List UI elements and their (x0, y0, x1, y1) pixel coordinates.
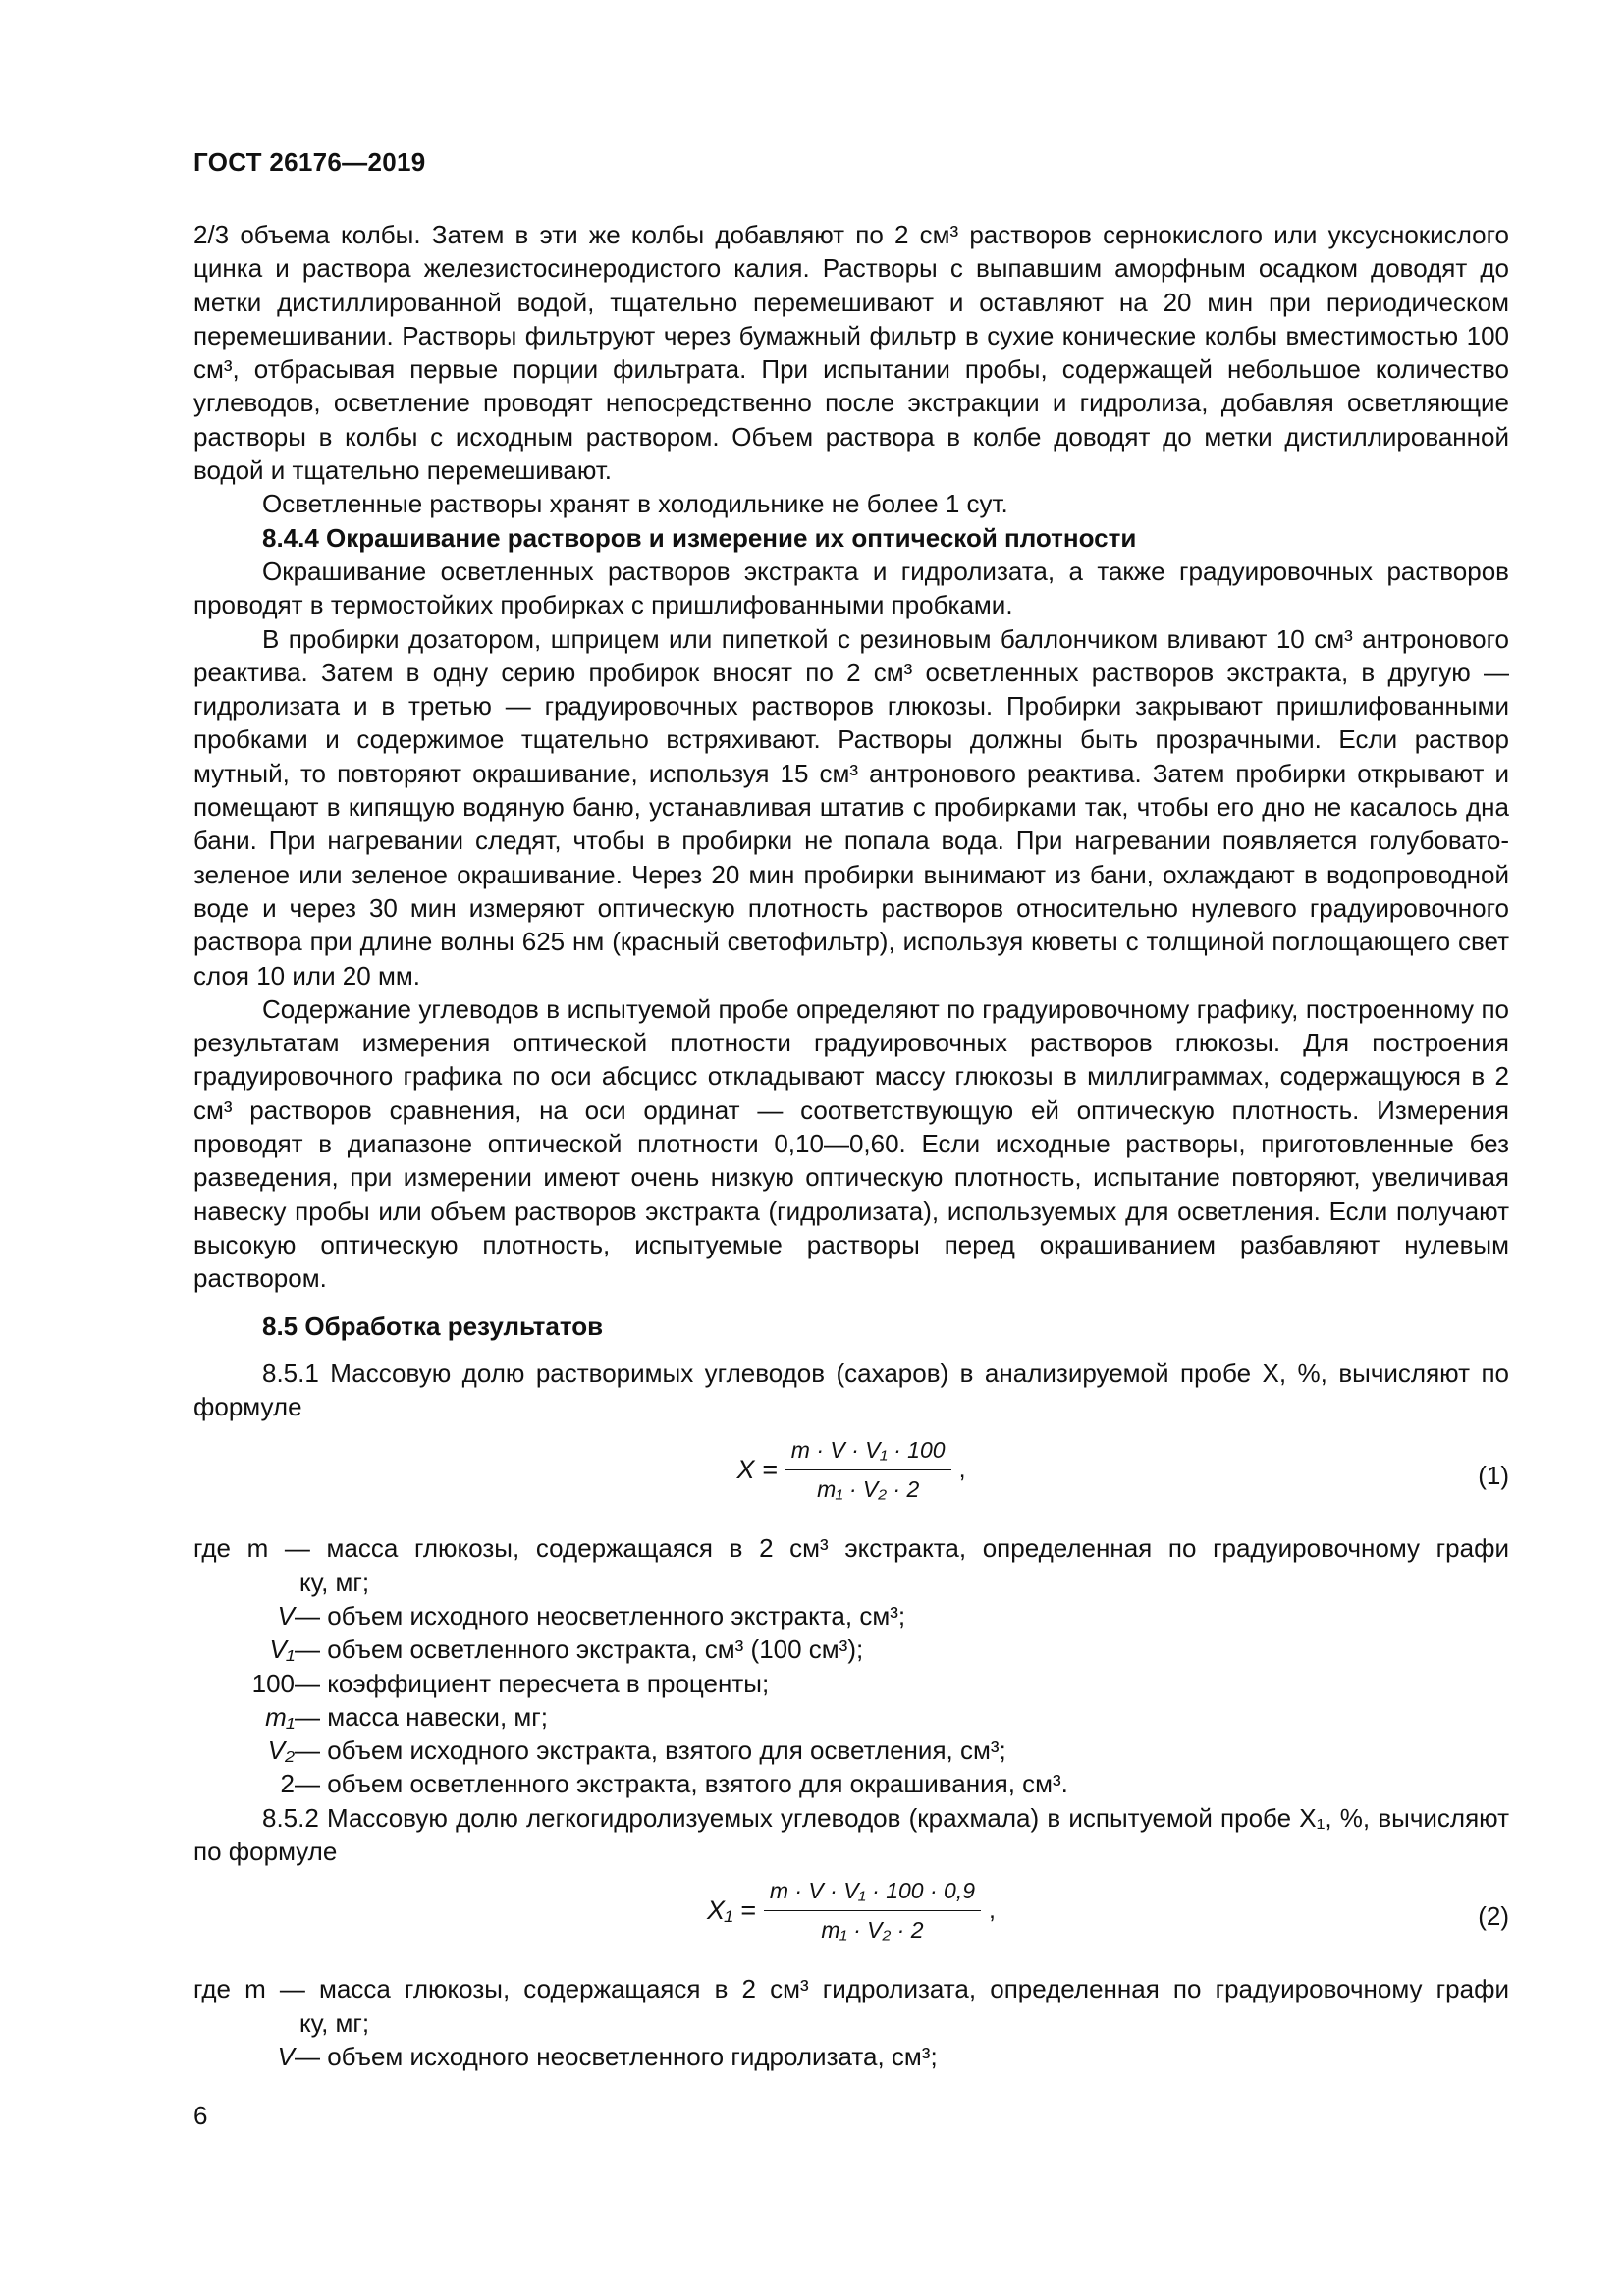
where-continuation: ку, мг; (299, 1567, 370, 1597)
definition-symbol: V (277, 2041, 295, 2071)
definition-item (193, 1632, 1509, 1666)
where-first-line: где m — масса глюкозы, содержащаяся в 2 см³ экстракта, определенная по градуировочному графи (193, 1533, 1509, 1564)
definition-text: — объем осветленного экстракта, взятого для окрашивания, см³. (295, 1769, 1068, 1799)
formula-2 (193, 1874, 1509, 1972)
document-code: ГОСТ 26176—2019 (193, 147, 426, 177)
section-heading-8-5: 8.5 Обработка результатов (262, 1310, 604, 1341)
paragraph: В пробирки дозатором, шприцем или пипеткой с резиновым баллончиком вливают 10 см³ антронового реактива. Затем в одну серию пробирок вносят по 2 см³ осветленных растворов экстракта, в другую — гидролизата и в третью — градуировочных растворов глюкозы. Пробирки закрывают пришлифованными пробками и содержимое тщательно встряхивают. Растворы должны быть прозрачными. Если раствор мутный, то повторяют окрашивание, используя 15 см³ антронового реактива. Затем пробирки открывают и помещают в кипящую водяную баню, устанавливая штатив с пробирками так, чтобы его дно не касалось дна бани. При нагревании следят, чтобы в пробирки не попала вода. При нагревании появляется голубовато-зеленое или зеленое окрашивание. Через 20 мин пробирки вынимают из бани, охлаждают в водопроводной воде и через 30 мин измеряют оптическую плотность растворов относительно нулевого градуировочного раствора при длине волны 625 нм (красный светофильтр), используя кюветы с толщиной поглощающего свет слоя 10 или 20 мм. (193, 623, 1509, 990)
definition-text: — объем исходного экстракта, взятого для осветления, см³; (295, 1735, 1006, 1766)
definition-text: — объем исходного неосветленного экстракта, см³; (295, 1600, 906, 1630)
definition-text: — объем исходного неосветленного гидролизата, см³; (295, 2041, 938, 2071)
where-first-line: где m — масса глюкозы, содержащаяся в 2 см³ гидролизата, определенная по градуировочному графи (193, 1974, 1509, 2004)
paragraph: Окрашивание осветленных растворов экстракта и гидролизата, а также градуировочных растворов проводят в термостойких пробирках с пришлифованными пробками. (193, 556, 1509, 620)
paragraph: 8.5.1 Массовую долю растворимых углеводов (сахаров) в анализируемой пробе X, %, вычисляют по формуле (193, 1358, 1509, 1422)
page-body (193, 218, 1509, 2073)
definition-symbol: V₁ (269, 1634, 295, 1665)
fraction (785, 1433, 951, 1506)
where-continuation: ку, мг; (299, 2007, 370, 2038)
equation-number: (2) (1478, 1901, 1509, 1932)
formula-1 (193, 1433, 1509, 1531)
definition-item (193, 1734, 1509, 1767)
definition-symbol: m₁ (265, 1701, 295, 1732)
section-heading-8-4-4: 8.4.4 Окрашивание растворов и измерение их оптической плотности (262, 522, 1137, 553)
definition-symbol: 100 (251, 1668, 295, 1698)
fraction (764, 1874, 981, 1947)
definition-text: — коэффициент пересчета в проценты; (295, 1668, 770, 1698)
definition-item (193, 2040, 1509, 2073)
numerator: m · V · V₁ · 100 · 0,9 (764, 1874, 981, 1910)
paragraph: 2/3 объема колбы. Затем в эти же колбы добавляют по 2 см³ растворов сернокислого или уксуснокислого цинка и раствора железистосинеродистого калия. Растворы с выпавшим аморфным осадком доводят до метки дистиллированной водой, тщательно перемешивают и оставляют на 20 мин при периодическом перемешивании. Растворы фильтруют через бумажный фильтр в сухие конические колбы вместимостью 100 см³, отбрасывая первые порции фильтрата. При испытании пробы, содержащей небольшое количество углеводов, осветление проводят непосредственно после экстракции и гидролиза, добавляя осветляющие растворы в колбы с исходным раствором. Объем раствора в колбе доводят до метки дистиллированной водой и тщательно перемешивают. (193, 220, 1509, 486)
definition-text: — масса навески, мг; (295, 1701, 548, 1732)
page-number: 6 (193, 2101, 208, 2130)
definition-symbol: V₂ (267, 1735, 295, 1766)
definition-symbol: V (277, 1600, 295, 1630)
paragraph: 8.5.2 Массовую долю легкогидролизуемых углеводов (крахмала) в испытуемой пробе X₁, %, вычисляют по формуле (193, 1802, 1509, 1867)
definition-item (193, 1767, 1509, 1800)
definition-item (193, 1700, 1509, 1734)
paragraph: Осветленные растворы хранят в холодильнике не более 1 сут. (262, 489, 1008, 519)
definition-text: — объем осветленного экстракта, см³ (100 см³); (295, 1634, 864, 1665)
denominator: m₁ · V₂ · 2 (817, 1475, 920, 1502)
definition-item (193, 1667, 1509, 1700)
formula-lhs: X = (736, 1455, 778, 1485)
definition-item (193, 1599, 1509, 1632)
formula-tail: , (989, 1896, 996, 1924)
formula-tail: , (958, 1456, 966, 1484)
paragraph: Содержание углеводов в испытуемой пробе определяют по градуировочному графику, построенному по результатам измерения оптической плотности градуировочных растворов глюкозы. Для построения градуировочного графика по оси абсцисс откладывают массу глюкозы в миллиграммах, содержащуюся в 2 см³ растворов сравнения, на оси ординат — соответствующую ей оптическую плотность. Измерения проводят в диапазоне оптической плотности 0,10—0,60. Если исходные растворы, приготовленные без разведения, при измерении имеют очень низкую оптическую плотность, испытание повторяют, увеличивая навеску пробы или объем растворов экстракта (гидролизата), используемых для осветления. Если получают высокую оптическую плотность, испытуемые растворы перед окрашиванием разбавляют нулевым раствором. (193, 993, 1509, 1294)
denominator: m₁ · V₂ · 2 (821, 1916, 924, 1943)
equation-number: (1) (1478, 1461, 1509, 1491)
definition-symbol: 2 (280, 1769, 295, 1799)
numerator: m · V · V₁ · 100 (785, 1433, 951, 1469)
formula-lhs: X₁ = (707, 1896, 756, 1925)
